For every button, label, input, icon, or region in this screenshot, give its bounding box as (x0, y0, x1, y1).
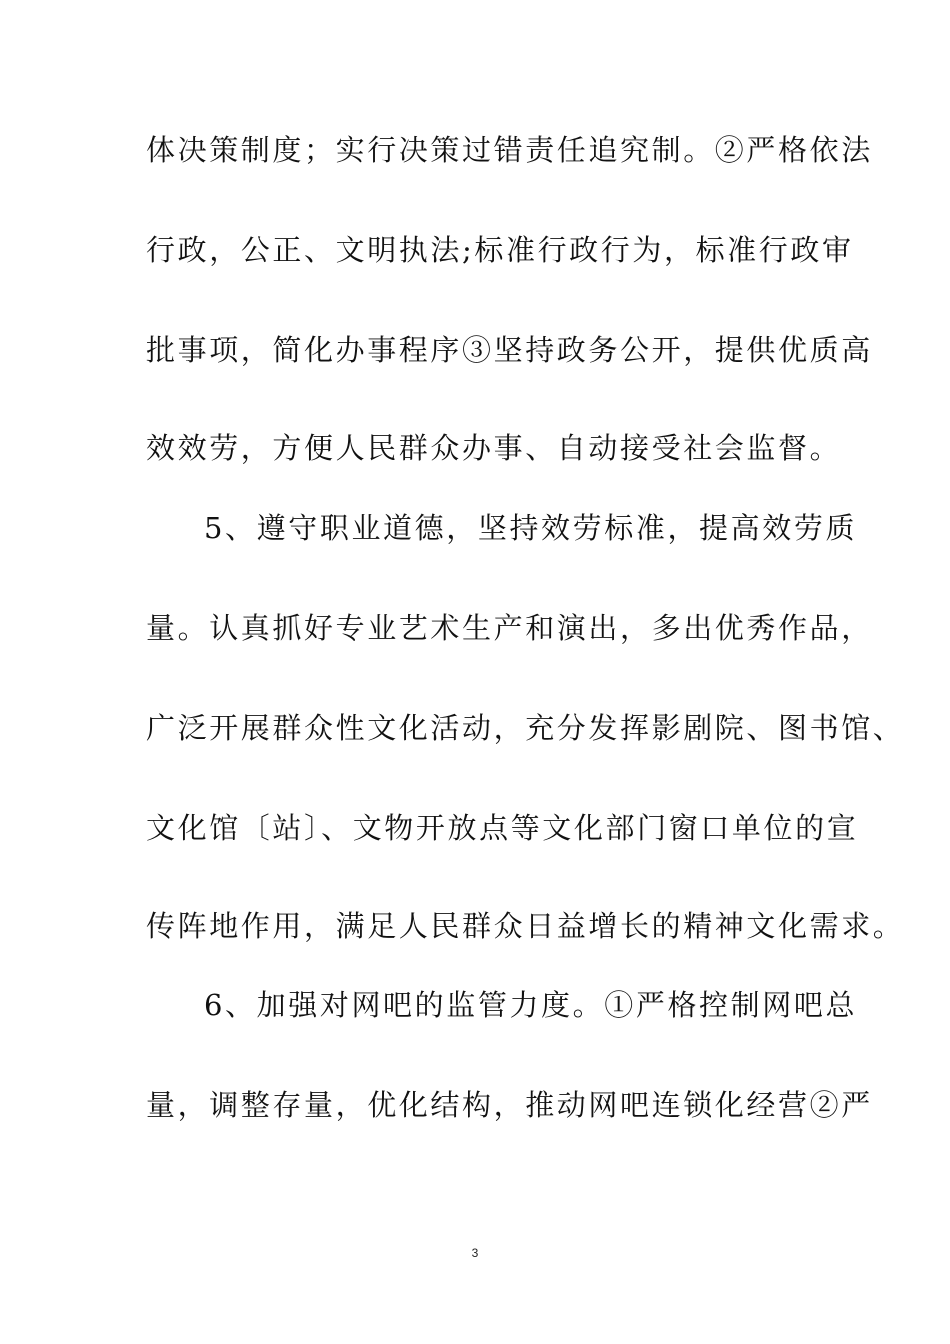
paragraph-start-line: 5、遵守职业道德，坚持效劳标准，提高效劳质 (204, 511, 858, 545)
text-line: 量。认真抓好专业艺术生产和演出，多出优秀作品， (146, 611, 873, 645)
text-line: 体决策制度；实行决策过错责任追究制。②严格依法 (146, 133, 873, 167)
paragraph-start-line: 6、加强对网吧的监管力度。①严格控制网吧总 (204, 988, 858, 1022)
text-line: 量，调整存量，优化结构，推动网吧连锁化经营②严 (146, 1088, 873, 1122)
text-line: 广泛开展群众性文化活动，充分发挥影剧院、图书馆、 (146, 711, 905, 745)
text-line: 效效劳，方便人民群众办事、自动接受社会监督。 (146, 431, 842, 465)
text-line: 文化馆〔站〕、文物开放点等文化部门窗口单位的宣 (146, 811, 859, 845)
text-line: 传阵地作用，满足人民群众日益增长的精神文化需求。 (146, 909, 905, 943)
text-line: 行政，公正、文明执法;标准行政行为，标准行政审 (146, 233, 854, 267)
page-number: 3 (471, 1246, 479, 1260)
text-line: 批事项，简化办事程序③坚持政务公开，提供优质高 (146, 333, 873, 367)
